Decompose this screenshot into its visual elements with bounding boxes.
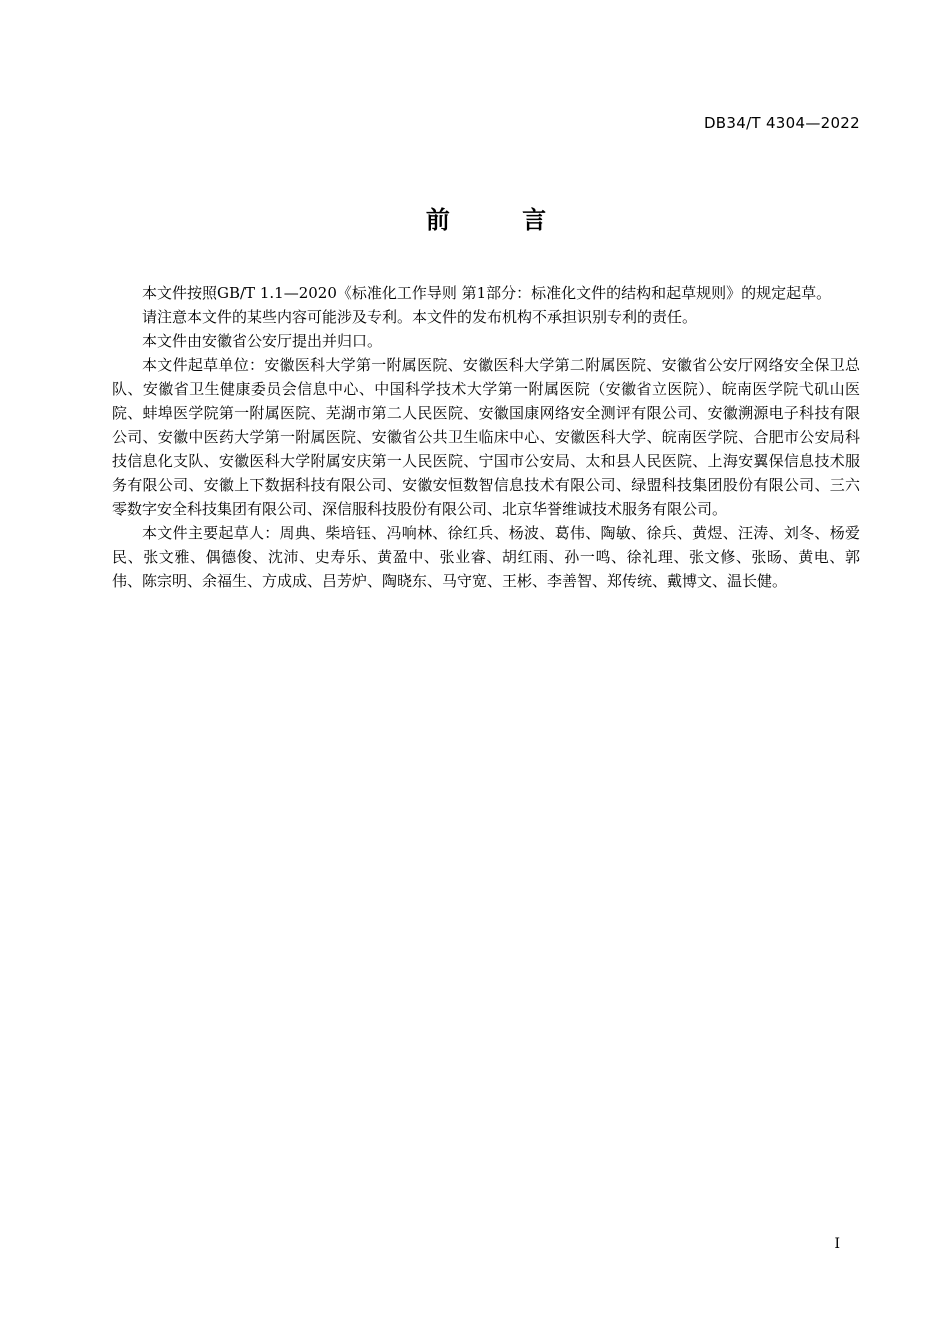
foreword-body — [112, 281, 860, 593]
paragraph-patent-notice: 请注意本文件的某些内容可能涉及专利。本文件的发布机构不承担识别专利的责任。 — [142, 308, 698, 326]
paragraph-drafters: 本文件主要起草人：周典、柴培钰、冯响林、徐红兵、杨波、葛伟、陶敏、徐兵、黄煜、汪涛、刘冬、杨爱民、张文雅、偶德俊、沈沛、史寿乐、黄盈中、张业睿、胡红雨、孙一鸣、徐礼理、张文修、张旸、黄电、郭伟、陈宗明、余福生、方成成、吕芳炉、陶晓东、马守宽、王彬、李善智、郑传统、戴博文、温长健。 — [112, 524, 860, 590]
page-title: 前 言 — [425, 206, 579, 234]
paragraph-proposer: 本文件由安徽省公安厅提出并归口。 — [142, 332, 383, 350]
document-code: DB34/T 4304—2022 — [703, 114, 860, 132]
paragraph-drafting-rules: 本文件按照GB/T 1.1—2020《标准化工作导则 第1部分：标准化文件的结构和起草规则》的规定起草。 — [142, 284, 832, 302]
paragraph-drafting-units: 本文件起草单位：安徽医科大学第一附属医院、安徽医科大学第二附属医院、安徽省公安厅网络安全保卫总队、安徽省卫生健康委员会信息中心、中国科学技术大学第一附属医院（安徽省立医院）、皖南医学院弋矶山医院、蚌埠医学院第一附属医院、芜湖市第二人民医院、安徽国康网络安全测评有限公司、安徽溯源电子科技有限公司、安徽中医药大学第一附属医院、安徽省公共卫生临床中心、安徽医科大学、皖南医学院、合肥市公安局科技信息化支队、安徽医科大学附属安庆第一人民医院、宁国市公安局、太和县人民医院、上海安翼保信息技术服务有限公司、安徽上下数据科技有限公司、安徽安恒数智信息技术有限公司、绿盟科技集团股份有限公司、三六零数字安全科技集团有限公司、深信服科技股份有限公司、北京华誉维诚技术服务有限公司。 — [112, 356, 860, 518]
page-number: I — [834, 1236, 840, 1252]
